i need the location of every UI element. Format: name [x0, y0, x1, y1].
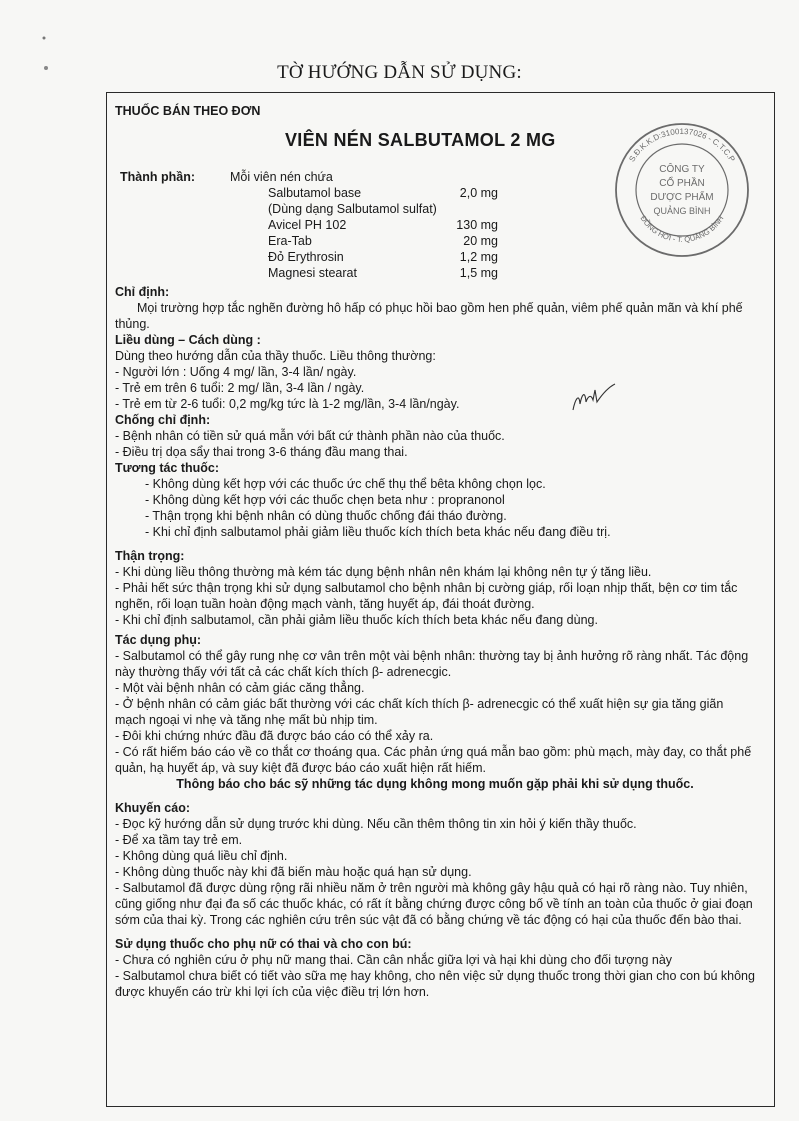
stamp-line: DƯỢC PHẨM: [650, 192, 714, 203]
section-line: - Người lớn : Uống 4 mg/ lần, 3-4 lần/ ngày.: [115, 365, 357, 379]
product-name: VIÊN NÉN SALBUTAMOL 2 MG: [285, 130, 556, 150]
composition-intro: Mỗi viên nén chứa: [230, 170, 333, 184]
section-title: Chống chỉ định:: [115, 413, 211, 427]
composition-label: Thành phần:: [120, 170, 195, 184]
section-precautions: [115, 548, 755, 628]
section-line: - Đọc kỹ hướng dẫn sử dụng trước khi dùng. Nếu cần thêm thông tin xin hỏi ý kiến thầy thuốc.: [115, 817, 637, 831]
section-line: - Điều trị dọa sẩy thai trong 3-6 tháng đầu mang thai.: [115, 445, 408, 459]
section-line: - Trẻ em trên 6 tuổi: 2 mg/ lần, 3-4 lần / ngày.: [115, 381, 365, 395]
ingredient-amount: 1,2 mg: [459, 250, 498, 264]
section-line: - Khi dùng liều thông thường mà kém tác dụng bệnh nhân nên khám lại không nên tự ý tăng liều.: [115, 565, 652, 579]
section-title: Sử dụng thuốc cho phụ nữ có thai và cho con bú:: [115, 937, 412, 951]
ingredient-name: Đỏ Erythrosin: [268, 250, 344, 264]
page-title: TỜ HƯỚNG DẪN SỬ DỤNG:: [277, 62, 522, 83]
ingredient-name: Salbutamol base: [268, 186, 362, 200]
section-dosage: [115, 332, 755, 412]
section-line: - Chưa có nghiên cứu ở phụ nữ mang thai. Cần cân nhắc giữa lợi và hại khi dùng cho đối tượng này: [115, 953, 673, 967]
section-line: - Salbutamol đã được dùng rộng rãi nhiều năm ở trên người mà không gây hậu quả có hại rõ ràng nào. Tuy nhiên, cũng giống như đại đa số các thuốc khác, có rất ít bằng chứng được công bố về tính an toàn của thuốc ở giai đoạn sớm của thai kỳ. Trong các nghiên cứu trên súc vật đã có bằng chứng về tác động có hại của thuốc đến bào thai.: [115, 881, 753, 927]
section-line: - Khi chỉ định salbutamol phải giảm liều thuốc kích thích beta khác nếu đang điều trị.: [145, 525, 611, 539]
stamp-line: QUẢNG BÌNH: [653, 206, 711, 216]
ingredient-name: Era-Tab: [268, 234, 312, 248]
company-stamp: [612, 120, 752, 260]
section-line: - Thận trọng khi bệnh nhân có dùng thuốc chống đái tháo đường.: [145, 509, 507, 523]
stamp-outer-text: S.Đ.K.K.D:3100137026 - C.T.C.P: [627, 126, 737, 164]
section-line: - Để xa tầm tay trẻ em.: [115, 833, 243, 847]
section-interactions: [115, 460, 755, 540]
section-line: - Salbutamol có thể gây rung nhẹ cơ vân trên một vài bệnh nhân: thường tay bị ảnh hưởng rõ ràng nhất. Tác động này thường thấy với tất cả các chất kích thích β- adrenecgic.: [115, 649, 749, 679]
section-pregnancy: [115, 936, 755, 1000]
ingredient-amount: 2,0 mg: [459, 186, 498, 200]
section-line: Dùng theo hướng dẫn của thầy thuốc. Liều thông thường:: [115, 349, 436, 363]
ingredient-row: [268, 234, 558, 250]
section-line: - Salbutamol chưa biết có tiết vào sữa mẹ hay không, cho nên việc sử dụng thuốc trong thời gian cho con bú không được khuyến cáo trừ khi lợi ích của việc điều trị lớn hơn.: [115, 969, 755, 999]
section-line: - Không dùng kết hợp với các thuốc ức chế thụ thể bêta không chọn lọc.: [145, 477, 546, 491]
ingredient-row: [268, 202, 558, 218]
section-line: - Một vài bệnh nhân có cảm giác căng thẳng.: [115, 681, 365, 695]
ingredient-name: Magnesi stearat: [268, 266, 357, 280]
section-text: Mọi trường hợp tắc nghẽn đường hô hấp có phục hồi bao gồm hen phế quản, viêm phế quản mãn và khí phế thủng.: [115, 301, 743, 331]
section-title: Liều dùng – Cách dùng :: [115, 333, 261, 347]
ingredient-amount: 130 mg: [456, 218, 498, 232]
section-line: - Đôi khi chứng nhức đầu đã được báo cáo có thể xảy ra.: [115, 729, 434, 743]
notice-text: Thông báo cho bác sỹ những tác dụng không mong muốn gặp phải khi sử dụng thuốc.: [176, 777, 694, 791]
section-line: - Ở bệnh nhân có cảm giác bất thường với các chất kích thích β- adrenecgic có thể xuất hiện sự gia tăng giãn mạch ngoại vi nhẹ và tăng nhẹ mất bù nhịp tim.: [115, 697, 724, 727]
section-indication: [115, 284, 755, 332]
section-title: Thận trọng:: [115, 549, 185, 563]
section-line: - Phải hết sức thận trọng khi sử dụng salbutamol cho bệnh nhân bị cường giáp, rối loạn nhịp thất, bện cơ tim tắc nghẽn, rối loạn tuần hoàn động mạch vành, tăng huyết áp, đái thoát đường.: [115, 581, 738, 611]
section-title: Chỉ định:: [115, 285, 170, 299]
ingredient-amount: 20 mg: [463, 234, 498, 248]
section-line: - Trẻ em từ 2-6 tuổi: 0,2 mg/kg tức là 1-2 mg/lần, 3-4 lần/ngày.: [115, 397, 460, 411]
section-line: - Không dùng kết hợp với các thuốc chẹn beta như : propranonol: [145, 493, 505, 507]
ingredient-row: [268, 186, 558, 202]
section-line: - Không dùng thuốc này khi đã biến màu hoặc quá hạn sử dụng.: [115, 865, 472, 879]
ingredient-name: (Dùng dạng Salbutamol sulfat): [268, 202, 437, 216]
section-recommendations: [115, 800, 755, 928]
ingredient-row: [268, 266, 558, 282]
rx-label: THUỐC BÁN THEO ĐƠN: [115, 104, 261, 118]
svg-text:ĐỒNG HỚI - T. QUẢNG BÌNH: [639, 214, 726, 244]
section-line: - Có rất hiếm báo cáo về co thắt cơ thoáng qua. Các phản ứng quá mẫn bao gồm: phù mạch, mày đay, co thắt phế quản, hạ huyết áp, và suy kiệt đã được báo cáo xuất hiện rất hiếm.: [115, 745, 752, 775]
section-line: - Không dùng quá liều chỉ định.: [115, 849, 288, 863]
stamp-line: CỔ PHẦN: [659, 178, 705, 189]
stamp-line: CÔNG TY: [659, 164, 705, 175]
ingredient-amount: 1,5 mg: [459, 266, 498, 280]
section-side-effects: [115, 632, 755, 792]
ingredient-row: [268, 218, 558, 234]
section-title: Tương tác thuốc:: [115, 461, 220, 475]
stamp-bottom-text: ĐỒNG HỚI - T. QUẢNG BÌNH: [638, 214, 726, 245]
section-title: Khuyến cáo:: [115, 801, 191, 815]
section-title: Tác dụng phụ:: [115, 633, 202, 647]
section-line: - Bệnh nhân có tiền sử quá mẫn với bất cứ thành phần nào của thuốc.: [115, 429, 505, 443]
section-line: - Khi chỉ định salbutamol, cần phải giảm liều thuốc kích thích beta khác nếu đang dùng.: [115, 613, 598, 627]
svg-text:S.Đ.K.K.D:3100137026 - C.T.C.P: [627, 127, 736, 163]
ingredient-name: Avicel PH 102: [268, 218, 347, 232]
ingredient-row: [268, 250, 558, 266]
section-contraindication: [115, 412, 755, 460]
